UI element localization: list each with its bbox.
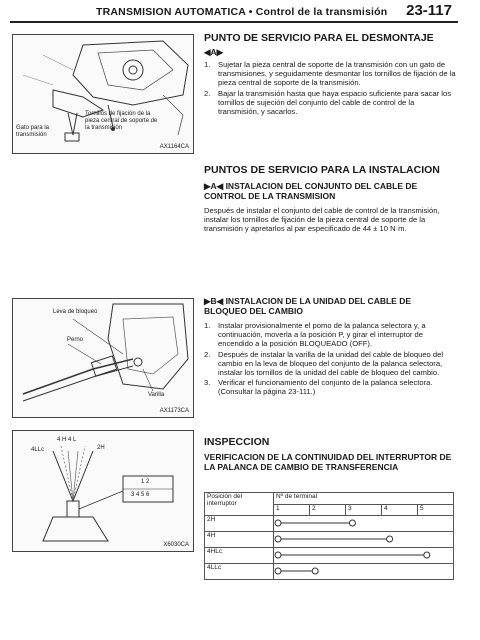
step-item: [204, 321, 456, 349]
label-pin: Perno: [67, 337, 84, 343]
terminal-number: 2: [309, 504, 345, 516]
subsection-continuity: VERIFICACION DE LA CONTINUIDAD DEL INTERRUPTOR DE LA PALANCA DE CAMBIO DE TRANSFERENCIA: [204, 452, 452, 472]
step-number: 2.: [204, 88, 211, 98]
figure-code: AX1164CA: [159, 144, 189, 150]
continuity-terminal-dot: [312, 568, 318, 574]
position-column-header: Posición del interruptor: [205, 493, 274, 516]
step-item: [204, 89, 456, 117]
continuity-terminal-dot: [275, 552, 281, 558]
step-text: Bajar la transmisión hasta que haya espacio suficiente para sacar los tornillos de sujeción del conjunto del cable de control de la transmisión, y sacarlos.: [218, 88, 452, 117]
label-fixing-bolts: Tornillos de fijación de la pieza central de soporte de la transmisión: [85, 111, 158, 131]
label-4llc: 4LLc: [31, 447, 45, 453]
label-4h-4l: 4 H 4 L: [57, 437, 77, 443]
continuity-terminal-dot: [387, 536, 393, 542]
continuity-terminal-dot: [275, 536, 281, 542]
step-item: [204, 378, 456, 396]
continuity-overlay: [268, 516, 454, 578]
shift-lock-steps: [204, 321, 456, 398]
label-rod: Varilla: [148, 392, 165, 398]
position-cell: 2H: [205, 516, 274, 532]
section-title-inspection: INSPECCION: [204, 436, 270, 448]
page-number: 23-117: [406, 2, 452, 19]
continuity-terminal-dot: [275, 520, 281, 526]
figure-code: X6030CA: [163, 542, 189, 548]
terminal-number: 5: [417, 504, 453, 516]
step-item: [204, 350, 456, 378]
label-2h: 2H: [97, 445, 105, 451]
section-title-installation: PUNTOS DE SERVICIO PARA LA INSTALACION: [204, 164, 440, 176]
terminal-column-header: Nº de terminal: [274, 493, 454, 505]
position-cell: 4HLc: [205, 548, 274, 564]
label-transmission-jack: Gato para la transmisión: [16, 125, 50, 138]
terminal-number: 1: [274, 504, 310, 516]
running-header-title: TRANSMISION AUTOMATICA • Control de la transmisión: [96, 6, 388, 18]
subsection-shift-lock: ▶B◀ INSTALACION DE LA UNIDAD DEL CABLE DE BLOQUEO DEL CAMBIO: [204, 296, 412, 316]
step-number: 1.: [204, 321, 211, 330]
continuity-terminal-dot: [424, 552, 430, 558]
step-text: Después de instalar la varilla de la unidad del cable de bloqueo del cambio en la leva de bloqueo del conjunto de la palanca selectora, instalar los tornillos de la unidad del cable de bloqueo del cambio.: [218, 349, 444, 378]
removal-steps: [204, 60, 456, 117]
terminal-number: 3: [345, 504, 381, 516]
position-cell: 4H: [205, 532, 274, 548]
position-cell: 4LLc: [205, 564, 274, 580]
section-title-removal: PUNTO DE SERVICIO PARA EL DESMONTAJE: [204, 32, 434, 44]
step-number: 2.: [204, 349, 211, 359]
subsection-cable-assembly: ▶A◀ INSTALACION DEL CONJUNTO DEL CABLE DE CONTROL DE LA TRANSMISION: [204, 181, 418, 201]
connector-terminals-bottom: 3 4 5 6: [131, 492, 150, 498]
continuity-terminal-dot: [349, 520, 355, 526]
paragraph-cable-assembly: Después de instalar el conjunto del cable de control de la transmisión, instalar los tornillos de fijación de la pieza central de soporte de la transmisión y apretarlos al par especificado de 44 ± 10 N·m.: [204, 206, 440, 234]
step-number: 3.: [204, 378, 211, 388]
figure-transmission-jack: [12, 34, 194, 154]
connector-terminals-top: 1 2: [141, 479, 150, 485]
terminal-number: 4: [381, 504, 417, 516]
figure-code: AX1173CA: [159, 408, 189, 414]
figure-shift-lock-cam: [12, 298, 194, 418]
step-text: Instalar provisionalmente el pomo de la palanca selectora y, a continuación, moverla a la posición P, y girar el interruptor de encendido a la posición BLOQUEADO (OFF).: [218, 321, 426, 349]
continuity-terminal-dot: [275, 568, 281, 574]
header-rule: [10, 21, 458, 23]
label-lock-cam: Leva de bloqueo: [53, 309, 98, 315]
step-text: Sujetar la pieza central de soporte de la transmisión con un gato de transmisiones, y seguidamente desmontar los tornillos de fijación de la pieza central de soporte de la transmisión.: [218, 60, 456, 88]
marker-a: ◀A▶: [204, 47, 224, 57]
step-number: 1.: [204, 60, 211, 69]
shift-lock-illustration: [13, 299, 193, 417]
step-text: Verificar el funcionamiento del conjunto de la palanca selectora. (Consultar la página 23-111.): [218, 378, 433, 397]
figure-transfer-lever-switch: [12, 430, 194, 552]
step-item: [204, 60, 456, 88]
